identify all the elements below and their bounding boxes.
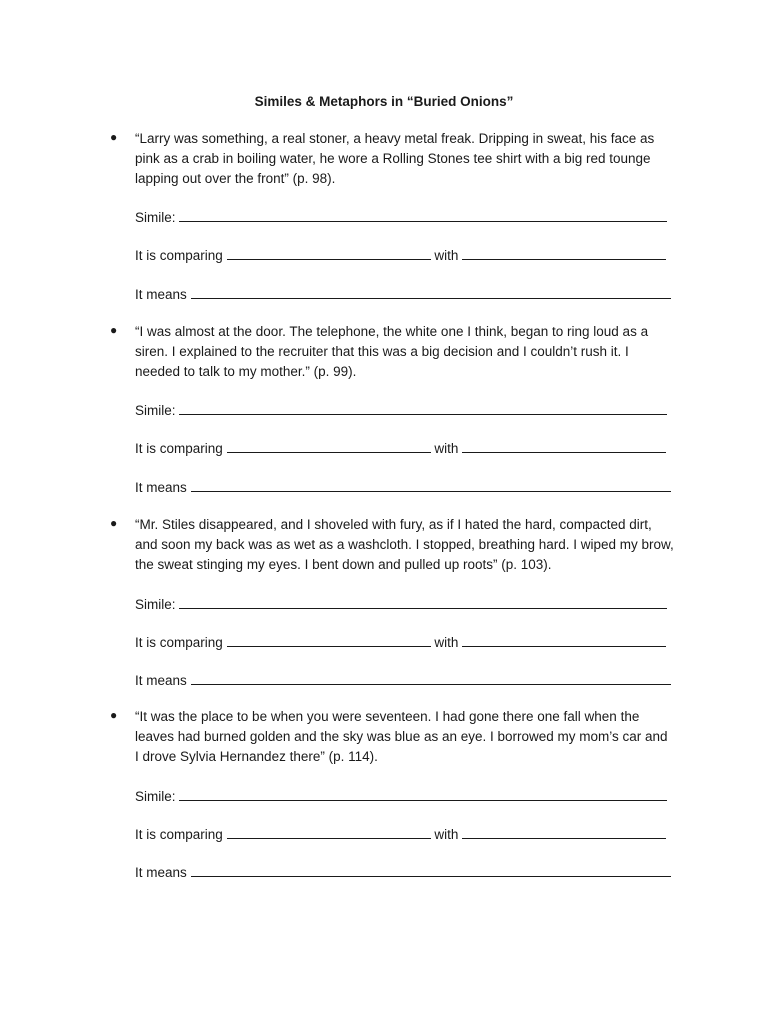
comparing-second-field[interactable] (462, 825, 666, 839)
quote-text: “Mr. Stiles disappeared, and I shoveled with fury, as if I hated the hard, compacted dirt, and soon my back was as wet as a washcloth. I stopped, breathing hard. I wiped my brow, the sweat stinging my eyes. I bent down and pulled up roots” (p. 103). (135, 517, 674, 572)
comparing-label: It is comparing (135, 827, 223, 842)
comparing-second-field[interactable] (462, 633, 666, 647)
means-answer-field[interactable] (191, 478, 671, 492)
comparing-first-field[interactable] (227, 246, 431, 260)
comparing-second-field[interactable] (462, 246, 666, 260)
simile-answer-field[interactable] (179, 595, 667, 609)
comparing-row (135, 246, 666, 265)
with-label: with (434, 827, 459, 842)
comparing-first-field[interactable] (227, 439, 431, 453)
simile-row (135, 208, 667, 227)
simile-label: Simile: (135, 210, 176, 225)
quote-text: “I was almost at the door. The telephone, the white one I think, began to ring loud as a siren. I explained to the recruiter that this was a big decision and I couldn’t rush it. I needed to talk to my mother.” (p. 99). (135, 324, 649, 379)
means-answer-field[interactable] (191, 285, 671, 299)
comparing-first-field[interactable] (227, 825, 431, 839)
bullet-icon: ● (110, 708, 118, 722)
means-row (135, 671, 671, 690)
with-label: with (434, 635, 459, 650)
with-label: with (434, 248, 459, 263)
simile-row (135, 595, 667, 614)
simile-label: Simile: (135, 403, 176, 418)
means-answer-field[interactable] (191, 671, 671, 685)
comparing-label: It is comparing (135, 635, 223, 650)
simile-label: Simile: (135, 597, 176, 612)
simile-label: Simile: (135, 789, 176, 804)
simile-answer-field[interactable] (179, 401, 667, 415)
means-row (135, 285, 671, 304)
with-label: with (434, 441, 459, 456)
means-row (135, 478, 671, 497)
simile-answer-field[interactable] (179, 787, 667, 801)
means-label: It means (135, 287, 187, 302)
means-label: It means (135, 673, 187, 688)
comparing-row (135, 633, 666, 652)
comparing-row (135, 439, 666, 458)
simile-answer-field[interactable] (179, 208, 667, 222)
comparing-row (135, 825, 666, 844)
bullet-icon: ● (110, 130, 118, 144)
worksheet-title: Similes & Metaphors in “Buried Onions” (254, 94, 514, 109)
simile-row (135, 401, 667, 420)
comparing-first-field[interactable] (227, 633, 431, 647)
comparing-label: It is comparing (135, 441, 223, 456)
means-label: It means (135, 480, 187, 495)
means-answer-field[interactable] (191, 863, 671, 877)
quote-text: “Larry was something, a real stoner, a heavy metal freak. Dripping in sweat, his face as pink as a crab in boiling water, he wore a Rolling Stones tee shirt with a big red tounge lapping out over the front” (p. 98). (135, 131, 655, 186)
simile-row (135, 787, 667, 806)
means-row (135, 863, 671, 882)
means-label: It means (135, 865, 187, 880)
bullet-icon: ● (110, 516, 118, 530)
comparing-label: It is comparing (135, 248, 223, 263)
comparing-second-field[interactable] (462, 439, 666, 453)
bullet-icon: ● (110, 323, 118, 337)
quote-text: “It was the place to be when you were seventeen. I had gone there one fall when the leaves had burned golden and the sky was blue as an eye. I borrowed my mom’s car and I drove Sylvia Hernandez there” (p. 114). (135, 709, 668, 764)
